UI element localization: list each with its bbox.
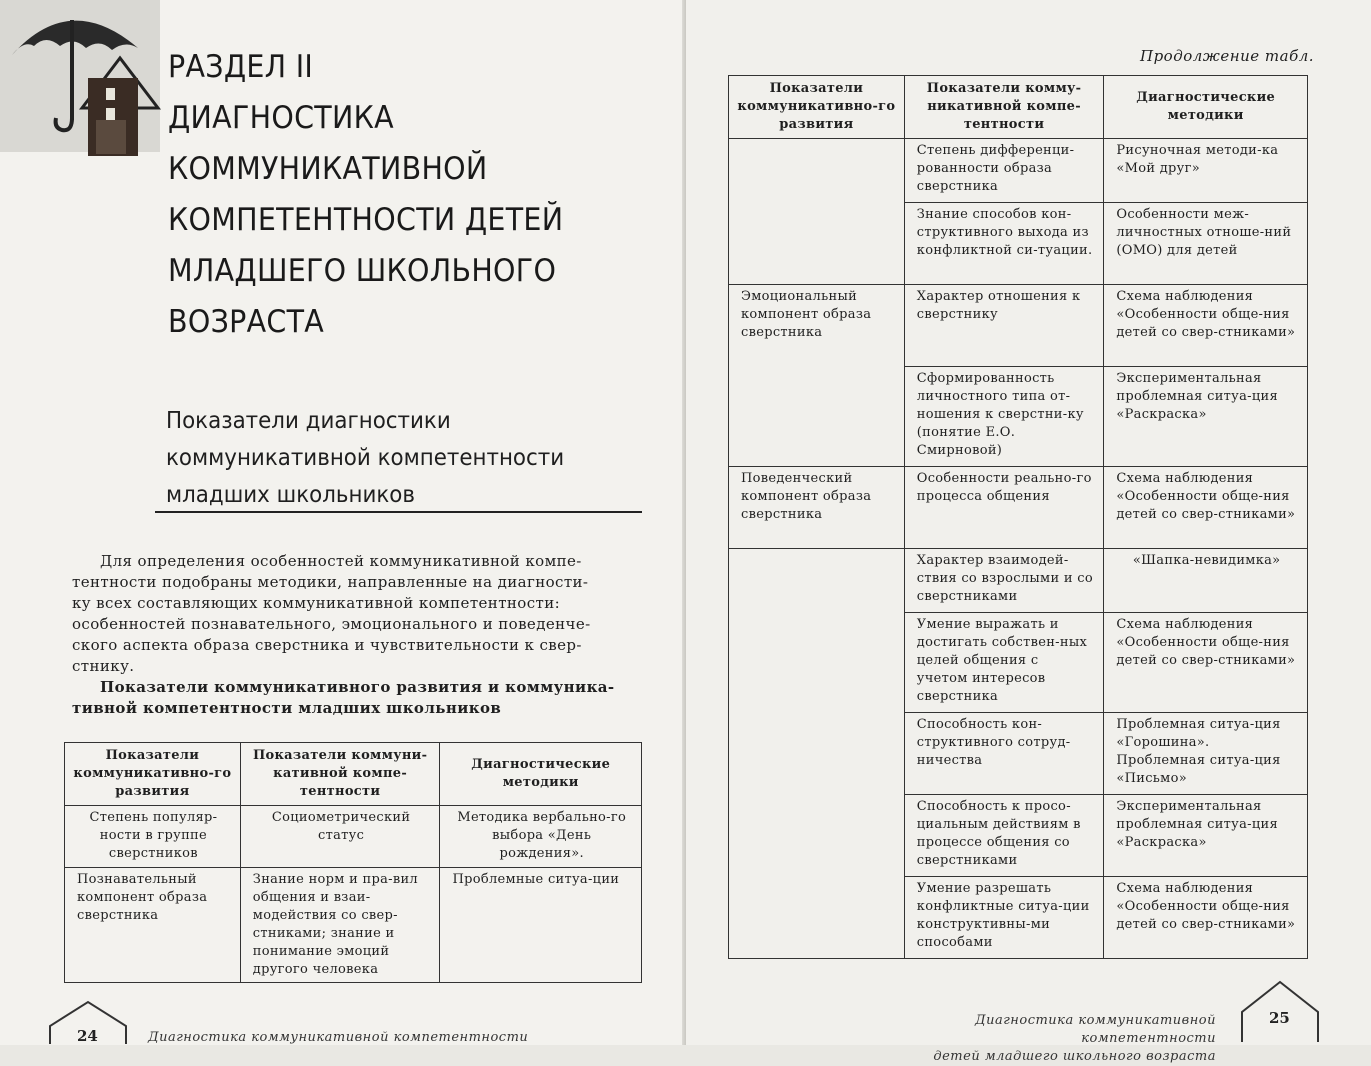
paragraph-line: ку всех составляющих коммуникативной компетентности: [72,594,561,612]
table-cell: Проблемная ситуа-ция «Горошина». Проблемная ситуа-ция «Письмо» [1104,713,1308,795]
table-header: Показатели комму-никативной компе-тентности [904,76,1104,139]
table-caption-line: Показатели коммуникативного развития и коммуника- [100,678,615,696]
table-row [65,868,642,983]
right-page [686,0,1371,1064]
table-row [65,806,642,868]
section-title [168,42,628,348]
table-cell: Характер взаимодей-ствия со взрослыми и со сверстниками [904,549,1104,613]
left-page [0,0,685,1045]
subtitle-line: коммуникативной компетентности [166,445,565,471]
paragraph-line: стнику. [72,657,135,675]
page-footer [836,1012,1216,1066]
table-cell: Схема наблюдения «Особенности обще-ния детей со свер-стниками» [1104,285,1308,367]
table-group-label: Эмоциональный компонент образа сверстника [729,285,905,467]
subtitle-divider [155,511,642,513]
table-header: Показатели коммуникативно-го развития [729,76,905,139]
table-cell: Схема наблюдения «Особенности обще-ния детей со свер-стниками» [1104,877,1308,959]
subtitle-line: Показатели диагностики [166,408,451,434]
right-table [728,75,1308,959]
table-cell: Экспериментальная проблемная ситуа-ция «Раскраска» [1104,367,1308,467]
table-row [729,549,1308,613]
table-header-row [65,743,642,806]
table-cell: Проблемные ситуа-ции [440,868,642,983]
page-number: 25 [1269,1009,1290,1027]
page-footer-line: Диагностика коммуникативной компетентности [975,1013,1216,1046]
table-cell: Схема наблюдения «Особенности обще-ния детей со свер-стниками» [1104,467,1308,549]
table-group-label [729,549,905,959]
page-number: 24 [77,1027,98,1045]
table-row [729,139,1308,203]
table-cell: Характер отношения к сверстнику [904,285,1104,367]
table-cell: Методика вербально-го выбора «День рождения». [440,806,642,868]
table-header-row [729,76,1308,139]
page-footer-line: детей младшего школьного возраста [933,1049,1216,1064]
table-cell: Знание способов кон-структивного выхода из конфликтной си-туации. [904,203,1104,285]
section-title-line: МЛАДШЕГО ШКОЛЬНОГО [168,253,557,289]
continuation-label: Продолжение табл. [1140,47,1315,65]
table-cell: Социометрический статус [240,806,440,868]
paragraph-line: Для определения особенностей коммуникативной компе- [100,552,582,570]
table-cell: Способность кон-структивного сотруд-ничества [904,713,1104,795]
table-cell: Схема наблюдения «Особенности обще-ния детей со свер-стниками» [1104,613,1308,713]
table-cell: Знание норм и пра-вил общения и взаи-модействия со свер-стниками; знание и понимание эмоций другого человека [240,868,440,983]
intro-paragraph [72,551,642,719]
table-cell: Рисуночная методи-ка «Мой друг» [1104,139,1308,203]
section-title-line: ВОЗРАСТА [168,304,325,340]
table-header: Диагностические методики [1104,76,1308,139]
table-header: Показатели коммуни-кативной компе-тентности [240,743,440,806]
section-title-line: РАЗДЕЛ II [168,49,314,85]
section-title-line: КОММУНИКАТИВНОЙ [168,151,488,187]
table-cell: Степень популяр-ности в группе сверстников [65,806,241,868]
section-title-line: КОМПЕТЕНТНОСТИ ДЕТЕЙ [168,202,564,238]
paragraph-line: ского аспекта образа сверстника и чувствительности к свер- [72,636,582,654]
subtitle-line: младших школьников [166,482,415,508]
table-cell: Познавательный компонент образа сверстника [65,868,241,983]
table-row [729,285,1308,367]
page-footer: Диагностика коммуникативной компетентности [148,1030,529,1045]
table-cell: Умение выражать и достигать собствен-ных целей общения с учетом интересов сверстника [904,613,1104,713]
table-cell: Способность к просо-циальным действиям в процессе общения со сверстниками [904,795,1104,877]
table-header: Показатели коммуникативно-го развития [65,743,241,806]
table-cell: Особенности реально-го процесса общения [904,467,1104,549]
section-title-line: ДИАГНОСТИКА [168,100,394,136]
paragraph-line: тентности подобраны методики, направленные на диагности- [72,573,589,591]
table-caption-line: тивной компетентности младших школьников [72,699,502,717]
table-cell: Сформированность личностного типа от-ношения к сверстни-ку (понятие Е.О. Смирновой) [904,367,1104,467]
table-row [729,467,1308,549]
subtitle [166,403,564,514]
table-cell: Экспериментальная проблемная ситуа-ция «Раскраска» [1104,795,1308,877]
table-group-label [729,139,905,285]
table-header: Диагностические методики [440,743,642,806]
table-cell: Степень дифференци-рованности образа сверстника [904,139,1104,203]
table-group-label: Поведенческий компонент образа сверстника [729,467,905,549]
umbrella-house-logo [0,0,160,160]
left-table [64,742,642,983]
table-cell: «Шапка-невидимка» [1104,549,1308,613]
paragraph-line: особенностей познавательного, эмоционального и поведенче- [72,615,591,633]
table-cell: Умение разрешать конфликтные ситуа-ции конструктивны-ми способами [904,877,1104,959]
table-cell: Особенности меж-личностных отноше-ний (ОМО) для детей [1104,203,1308,285]
